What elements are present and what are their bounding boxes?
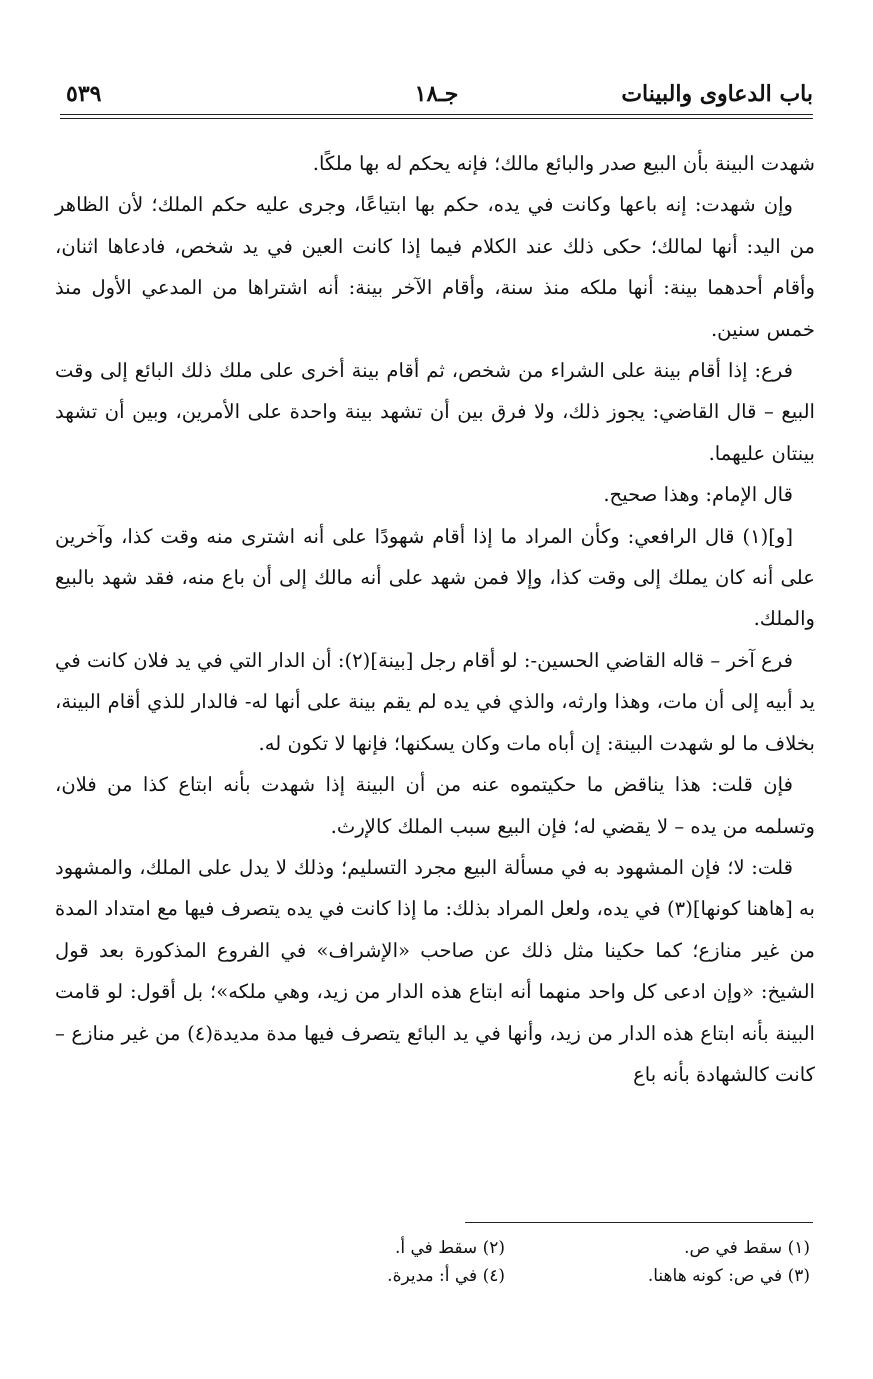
header-rule-top	[60, 114, 813, 115]
paragraph: فرع آخر – قاله القاضي الحسين-: لو أقام رجل [بينة](٢): أن الدار التي في يد فلان كانت في يد أبيه إلى أن مات، وهذا وارثه، والذي في يده لم يقم بينة على أنها له- فالدار للذي أقام البينة، بخلاف ما لو شهدت البينة: إن أباه مات وكان يسكنها؛ فإنها لا تكون له.	[55, 648, 815, 755]
footnote-separator	[465, 1222, 813, 1223]
main-text	[55, 143, 815, 1095]
footnote: (٣) في ص: كونه هاهنا.	[647, 1266, 810, 1286]
paragraph: قال الإمام: وهذا صحيح.	[603, 483, 793, 507]
paragraph: [و](١) قال الرافعي: وكأن المراد ما إذا أقام شهودًا على أنه اشترى منه وقت كذا، وآخرين على أنه كان يملك إلى وقت كذا، وإلا فمن شهد على أنه مالك إلى أن باع منه، فقد شهد بالبيع والملك.	[55, 524, 815, 631]
paragraph: فرع: إذا أقام بينة على الشراء من شخص، ثم أقام بينة أخرى على ملك ذلك البائع إلى وقت البيع – قال القاضي: يجوز ذلك، ولا فرق بين أن تشهد بينة واحدة على الأمرين، وبين أن تشهد بينتان عليهما.	[55, 359, 815, 465]
footnote: (١) سقط في ص.	[684, 1238, 810, 1258]
footnotes	[250, 1234, 810, 1294]
paragraph: شهدت البينة بأن البيع صدر والبائع مالك؛ فإنه يحكم له بها ملكًا.	[312, 152, 815, 175]
footnote: (٤) في أ: مديرة.	[387, 1266, 505, 1286]
page-number: ٥٣٩	[66, 81, 102, 107]
paragraph: قلت: لا؛ فإن المشهود به في مسألة البيع مجرد التسليم؛ وذلك لا يدل على الملك، والمشهود به [هاهنا كونها](٣) في يده، ولعل المراد بذلك: ما إذا كانت في يده يتصرف فيها مع امتداد المدة من غير منازع؛ كما حكينا مثل ذلك عن صاحب «الإشراف» في الفروع المذكورة بعد قول الشيخ: «وإن ادعى كل واحد منهما أنه ابتاع هذه الدار من زيد، وهي ملكه»؛ بل أقول: لو قامت البينة بأنه ابتاع هذه الدار من زيد، وأنها في يد البائع يتصرف فيها مدة مديدة(٤) من غير منازع – كانت كالشهادة بأنه باع	[55, 855, 815, 1086]
running-header	[60, 78, 813, 110]
volume-label: جـ١٨	[414, 81, 459, 107]
chapter-title: باب الدعاوى والبينات	[621, 81, 813, 107]
paragraph: وإن شهدت: إنه باعها وكانت في يده، حكم بها ابتياعًا، وجرى عليه حكم الملك؛ لأن الظاهر من اليد: أنها لمالك؛ حكى ذلك عند الكلام فيما إذا كانت العين في يد شخص، فادعاها اثنان، وأقام أحدهما بينة: أنها ملكه منذ سنة، وأقام الآخر بينة: أنه اشتراها من المدعي الأول منذ خمس سنين.	[55, 193, 815, 341]
header-rule-bottom	[60, 118, 813, 119]
footnote: (٢) سقط في أ.	[394, 1238, 505, 1258]
paragraph: فإن قلت: هذا يناقض ما حكيتموه عنه من أن البينة إذا شهدت بأنه ابتاع كذا من فلان، وتسلمه من يده – لا يقضي له؛ فإن البيع سبب الملك كالإرث.	[55, 773, 815, 838]
